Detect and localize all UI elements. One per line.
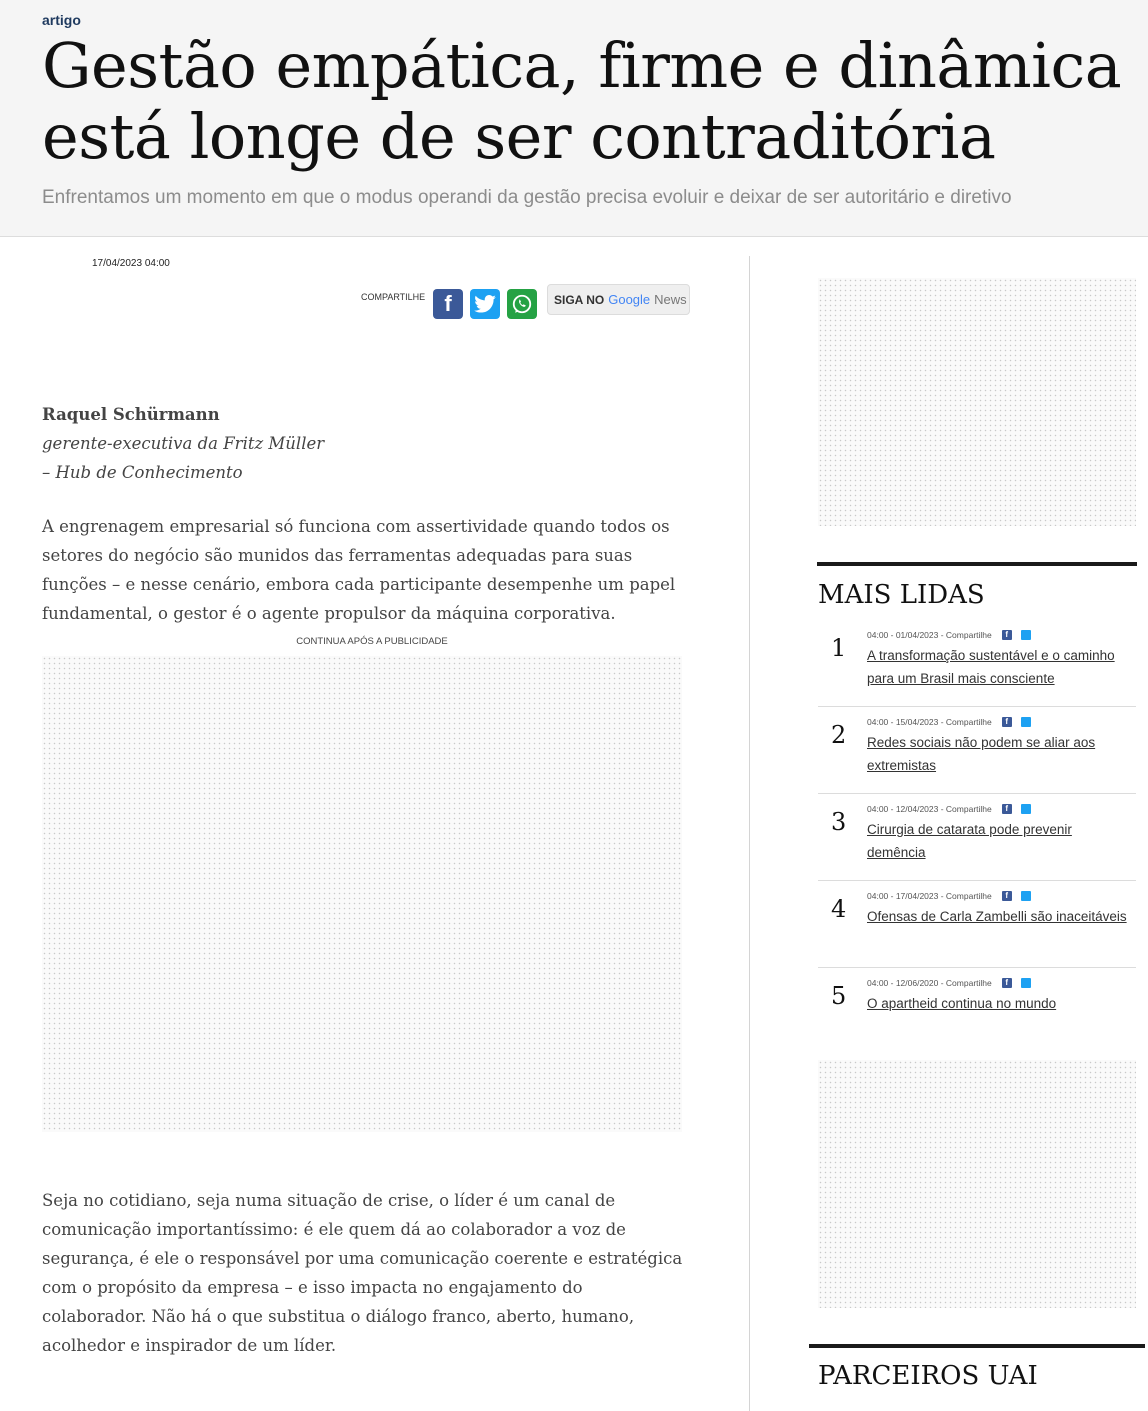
author-role-line1: gerente-executiva da Fritz Müller — [42, 434, 325, 453]
twitter-icon[interactable] — [1021, 717, 1031, 727]
list-item — [818, 881, 1136, 968]
rank-number: 1 — [831, 634, 847, 662]
google-news-follow-button[interactable] — [547, 284, 690, 315]
facebook-icon[interactable]: f — [1002, 804, 1012, 814]
mais-lidas-title: MAIS LIDAS — [818, 580, 985, 610]
ad-placeholder-sidebar-bottom — [818, 1060, 1136, 1308]
twitter-icon[interactable] — [1021, 630, 1031, 640]
google-news-prefix: SIGA NO — [554, 292, 605, 307]
rank-number: 2 — [831, 721, 847, 749]
publish-date: 17/04/2023 04:00 — [92, 258, 170, 269]
list-item — [818, 707, 1136, 794]
article-link[interactable]: A transformação sustentável e o caminho para um Brasil mais consciente — [867, 648, 1115, 686]
ad-placeholder-sidebar-top — [818, 278, 1136, 526]
article-link[interactable]: Ofensas de Carla Zambelli são inaceitáveis — [867, 909, 1127, 924]
article-paragraph-2: Seja no cotidiano, seja numa situação de crise, o líder é um canal de comunicação importantíssimo: é ele quem dá ao colaborador a voz de segurança, é ele o responsável por uma comunicação coerente e estratégica com o propósito da empresa – e isso impacta no engajamento do colaborador. Não há o que substitua o diálogo franco, aberto, humano, acolhedor e inspirador de um líder. — [42, 1191, 683, 1355]
rank-number: 4 — [831, 895, 847, 923]
ad-label: CONTINUA APÓS A PUBLICIDADE — [296, 636, 448, 647]
item-meta — [867, 804, 1031, 814]
article-paragraph-1: A engrenagem empresarial só funciona com assertividade quando todos os setores do negócio são munidos das ferramentas adequadas para suas funções – e nesse cenário, embora cada participante desempenhe um papel fundamental, o gestor é o agente propulsor da máquina corporativa. — [42, 517, 676, 623]
list-item — [818, 794, 1136, 881]
rank-number: 5 — [831, 982, 847, 1010]
item-meta — [867, 978, 1031, 988]
meta-text: 04:00 - 01/04/2023 - Compartilhe — [867, 630, 992, 640]
article-link[interactable]: Cirurgia de catarata pode prevenir demência — [867, 822, 1072, 860]
facebook-icon[interactable]: f — [1002, 891, 1012, 901]
share-whatsapp-button[interactable] — [507, 289, 537, 319]
meta-text: 04:00 - 12/06/2020 - Compartilhe — [867, 978, 992, 988]
section-kicker-link[interactable]: artigo — [42, 12, 81, 28]
article-title: Gestão empática, firme e dinâmica está longe de ser contraditória — [42, 29, 1122, 173]
list-item — [818, 620, 1136, 707]
twitter-icon[interactable] — [1021, 891, 1031, 901]
ad-placeholder-main — [42, 656, 682, 1132]
meta-text: 04:00 - 12/04/2023 - Compartilhe — [867, 804, 992, 814]
whatsapp-icon — [511, 293, 533, 315]
parceiros-rule — [809, 1344, 1145, 1348]
article-link[interactable]: O apartheid continua no mundo — [867, 996, 1057, 1011]
author-block — [42, 400, 324, 487]
article-subtitle: Enfrentamos um momento em que o modus operandi da gestão precisa evoluir e deixar de ser autoritário e diretivo — [42, 187, 1012, 208]
facebook-icon[interactable]: f — [1002, 717, 1012, 727]
rank-number: 3 — [831, 808, 847, 836]
item-meta — [867, 717, 1031, 727]
author-role-line2: – Hub de Conhecimento — [42, 463, 243, 482]
google-logo: Google — [608, 292, 651, 307]
parceiros-title: PARCEIROS UAI — [818, 1361, 1038, 1391]
mais-lidas-list — [818, 620, 1136, 1054]
share-facebook-button[interactable] — [433, 289, 463, 319]
meta-text: 04:00 - 17/04/2023 - Compartilhe — [867, 891, 992, 901]
column-divider — [749, 256, 750, 1411]
article-link[interactable]: Redes sociais não podem se aliar aos extremistas — [867, 735, 1096, 773]
item-meta — [867, 630, 1031, 640]
share-twitter-button[interactable] — [470, 289, 500, 319]
article-header — [0, 0, 1148, 237]
list-item — [818, 968, 1136, 1054]
meta-text: 04:00 - 15/04/2023 - Compartilhe — [867, 717, 992, 727]
news-word: News — [654, 292, 687, 307]
twitter-icon[interactable] — [1021, 804, 1031, 814]
mais-lidas-rule — [817, 562, 1137, 566]
twitter-icon[interactable] — [1021, 978, 1031, 988]
facebook-icon: f — [444, 291, 452, 316]
twitter-icon — [474, 295, 496, 313]
facebook-icon[interactable]: f — [1002, 630, 1012, 640]
facebook-icon[interactable]: f — [1002, 978, 1012, 988]
share-label: COMPARTILHE — [361, 292, 426, 302]
item-meta — [867, 891, 1031, 901]
author-name: Raquel Schürmann — [42, 405, 220, 424]
